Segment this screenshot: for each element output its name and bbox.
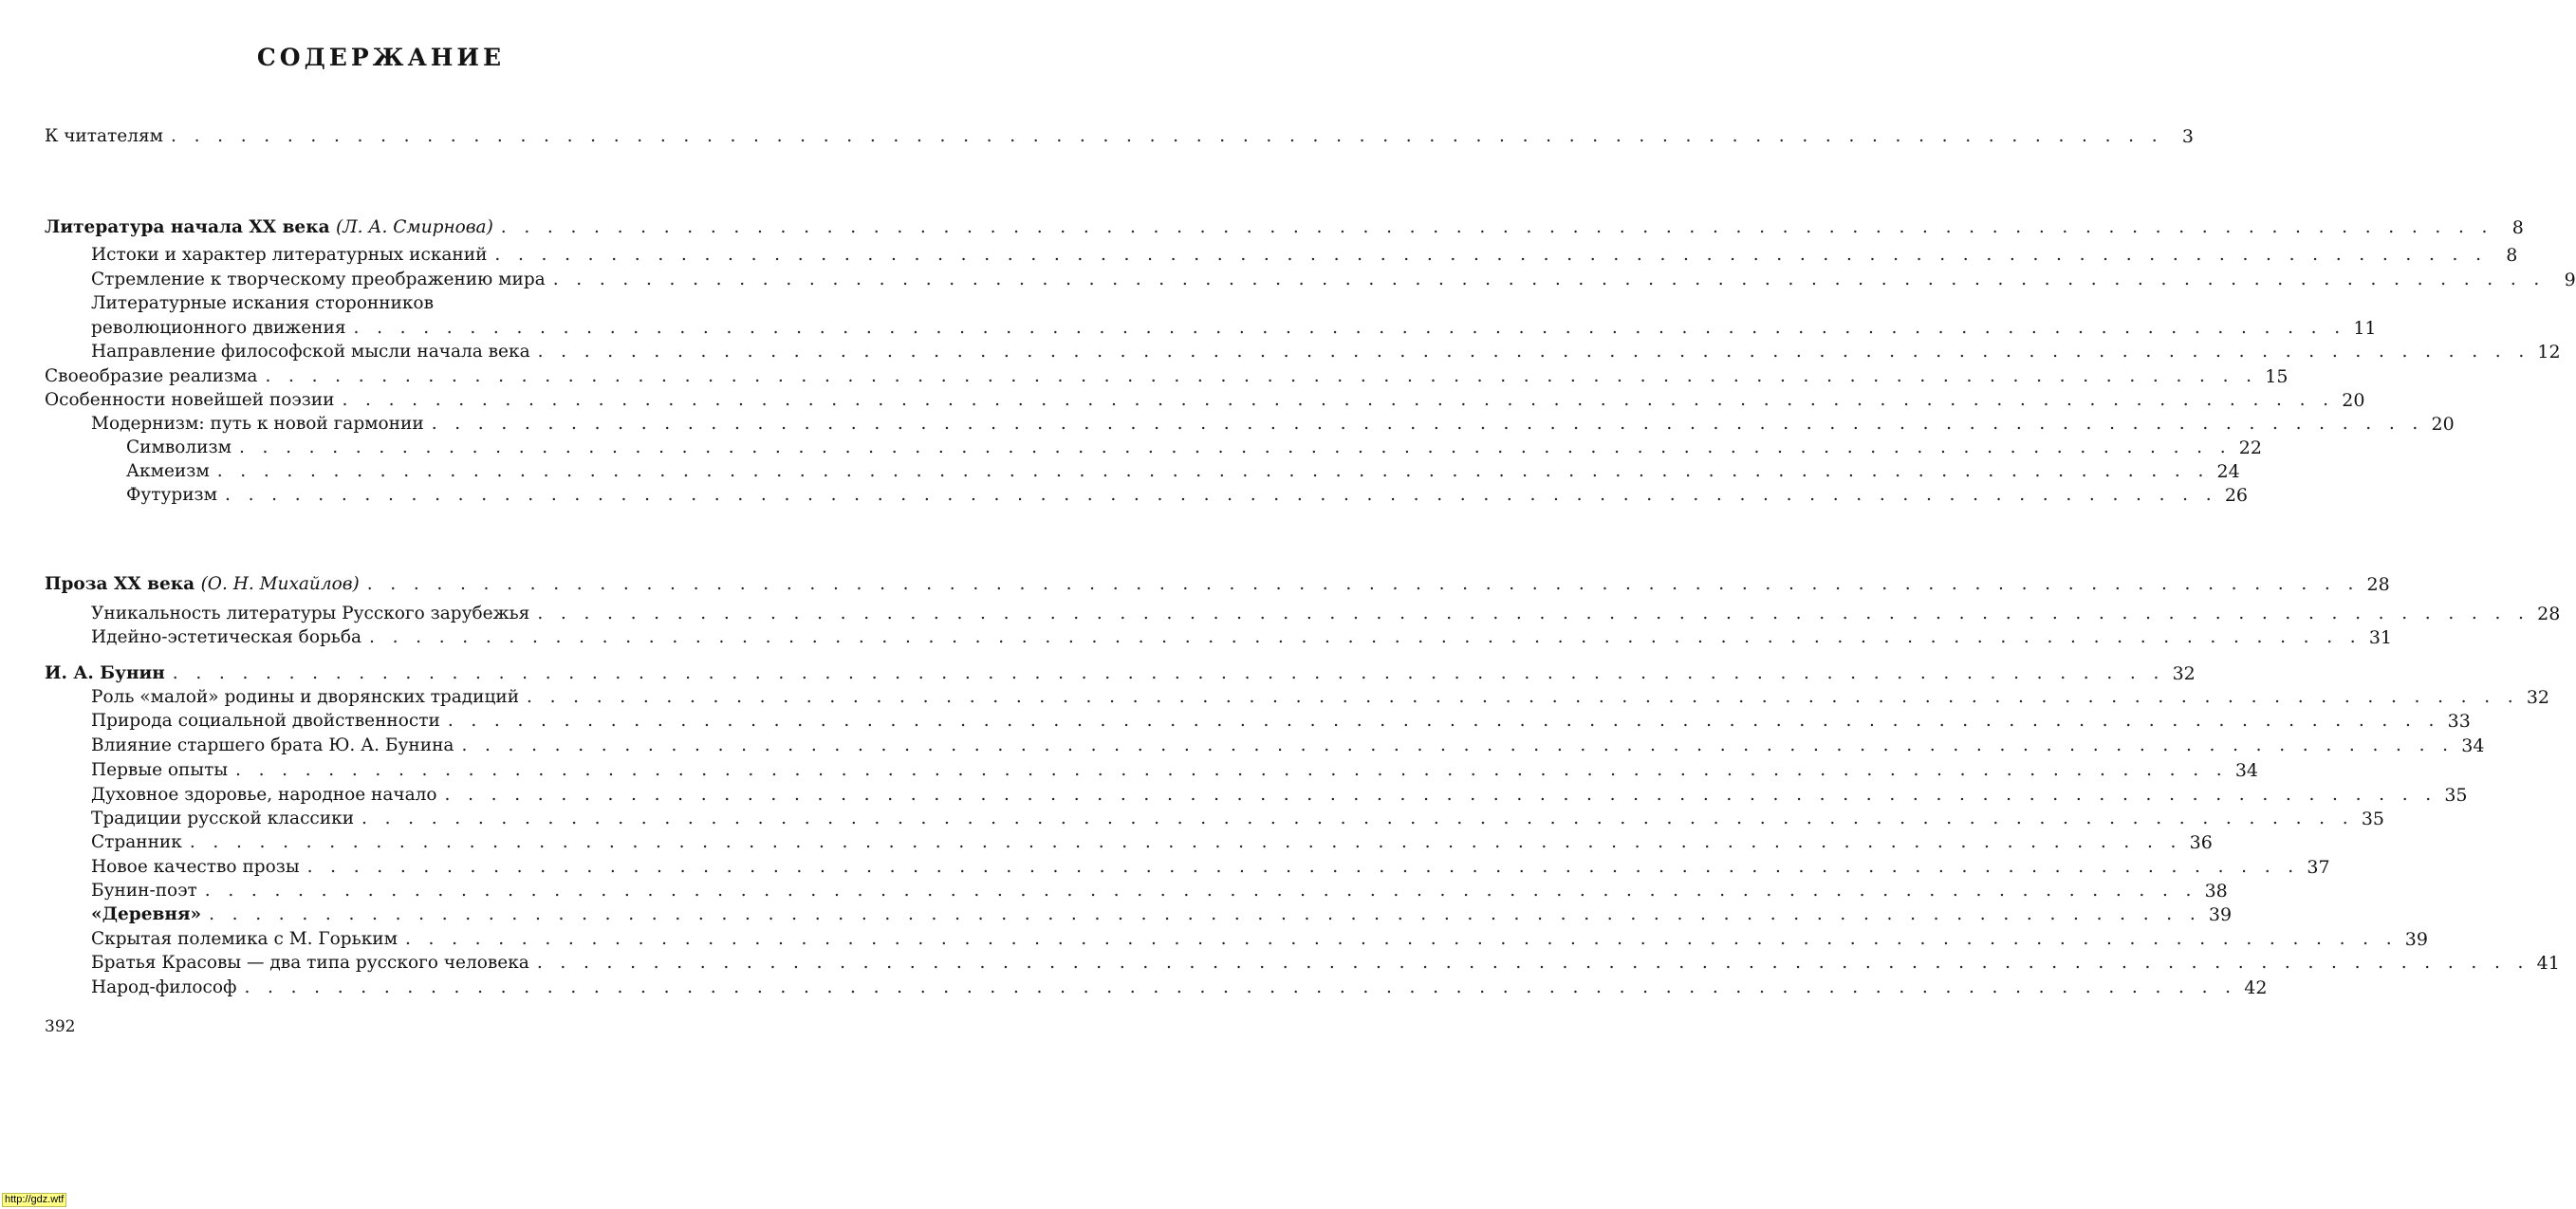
toc-entry[interactable] — [91, 974, 2268, 998]
dot-leader: . . . . . . . . . . . . . . . . . . . . . . . . . . . . . . . . . . . . . . . . . . . . . . . . . . . . . . . . . . . . . . . . . . . . . . . . . . . . . . . . . . . . . . — [306, 857, 2300, 877]
toc-entry-page: 28 — [2366, 574, 2390, 595]
dot-leader: . . . . . . . . . . . . . . . . . . . . . . . . . . . . . . . . . . . . . . . . . . . . . . . . . . . . . . . . . . . . . . . . . . . . . . . . . . . . . . . . . . . . . . — [494, 245, 2488, 265]
toc-entry-title: революционного движения — [91, 318, 346, 338]
toc-entry-title: Проза XX века — [45, 574, 195, 594]
toc-entry-page: 36 — [2189, 832, 2213, 853]
toc-entry[interactable] — [91, 707, 2471, 732]
toc-entry[interactable] — [45, 386, 2365, 411]
toc-entry-title: Традиции русской классики — [91, 809, 355, 828]
toc-entry-title: «Деревня» — [91, 904, 202, 924]
toc-entry[interactable] — [91, 781, 2468, 806]
dot-leader: . . . . . . . . . . . . . . . . . . . . . . . . . . . . . . . . . . . . . . . . . . . . . . . . . . . . . . . . . . . . . . . . . . . . . . . . . . . . . . . . . . . . . . — [527, 687, 2520, 707]
toc-entry[interactable] — [91, 901, 2233, 925]
toc-entry-title: Духовное здоровье, народное начало — [91, 785, 437, 805]
dot-leader: . . . . . . . . . . . . . . . . . . . . . . . . . . . . . . . . . . . . . . . . . . . . . . . . . . . . . . . . . . . . . . . . . . . . . . . . . . . . . . . . . . . . . . — [244, 977, 2237, 997]
toc-entry-page: 8 — [2506, 245, 2518, 266]
toc-entry-page: 8 — [2511, 217, 2524, 238]
toc-section-heading[interactable] — [45, 660, 2196, 684]
dot-leader: . . . . . . . . . . . . . . . . . . . . . . . . . . . . . . . . . . . . . . . . . . . . . . . . . . . . . . . . . . . . . . . . . . . . . . . . . . . . . . . . . . . . . . — [366, 574, 2360, 594]
toc-entry[interactable] — [91, 732, 2485, 756]
toc-entry[interactable] — [91, 683, 2550, 708]
toc-entry-page: 20 — [2342, 390, 2365, 411]
toc-entry-page: 39 — [2404, 929, 2428, 950]
toc-entry-page: 38 — [2204, 881, 2228, 902]
dot-leader: . . . . . . . . . . . . . . . . . . . . . . . . . . . . . . . . . . . . . . . . . . . . . . . . . . . . . . . . . . . . . . . . . . . . . . . . . . . . . . . . . . . . . . — [500, 217, 2493, 237]
toc-entry-page: 9 — [2564, 270, 2576, 290]
toc-entry-title: Стремление к творческому преображению мира — [91, 270, 546, 289]
dot-leader: . . . . . . . . . . . . . . . . . . . . . . . . . . . . . . . . . . . . . . . . . . . . . . . . . . . . . . . . . . . . . . . . . . . . . . . . . . . . . . . . . . . . . . — [405, 929, 2398, 949]
toc-entry[interactable] — [91, 805, 2385, 829]
toc-entry-title-line: Литературные искания сторонников — [91, 293, 434, 313]
page-number: 392 — [45, 1017, 76, 1036]
toc-entry-page: 20 — [2431, 414, 2455, 435]
toc-entry-page: 37 — [2307, 857, 2330, 878]
dot-leader: . . . . . . . . . . . . . . . . . . . . . . . . . . . . . . . . . . . . . . . . . . . . . . . . . . . . . . . . . . . . . . . . . . . . . . . . . . . . . . . . . . . . . . — [537, 342, 2530, 362]
toc-entry[interactable] — [91, 877, 2228, 902]
dot-leader: . . . . . . . . . . . . . . . . . . . . . . . . . . . . . . . . . . . . . . . . . . . . . . . . . . . . . . . . . . . . . . . . . . . . . . . . . . . . . . . . . . . . . . — [552, 270, 2546, 289]
toc-entry-page: 42 — [2244, 977, 2268, 998]
page-title: СОДЕРЖАНИЕ — [256, 44, 506, 71]
toc-entry-page: 24 — [2216, 461, 2240, 482]
toc-entry-title: Акмеизм — [126, 461, 210, 481]
dot-leader: . . . . . . . . . . . . . . . . . . . . . . . . . . . . . . . . . . . . . . . . . . . . . . . . . . . . . . . . . . . . . . . . . . . . . . . . . . . . . . . . . . . . . . — [342, 390, 2335, 410]
dot-leader: . . . . . . . . . . . . . . . . . . . . . . . . . . . . . . . . . . . . . . . . . . . . . . . . . . . . . . . . . . . . . . . . . . . . . . . . . . . . . . . . . . . . . . — [461, 735, 2455, 755]
toc-entry-title: Роль «малой» родины и дворянских традиций — [91, 687, 520, 707]
toc-entry[interactable] — [126, 481, 2248, 506]
toc-entry[interactable] — [91, 828, 2213, 853]
dot-leader: . . . . . . . . . . . . . . . . . . . . . . . . . . . . . . . . . . . . . . . . . . . . . . . . . . . . . . . . . . . . . . . . . . . . . . . . . . . . . . . . . . . . . . — [537, 604, 2530, 623]
dot-leader: . . . . . . . . . . . . . . . . . . . . . . . . . . . . . . . . . . . . . . . . . . . . . . . . . . . . . . . . . . . . . . . . . . . . . . . . . . . . . . . . . . . . . . — [536, 953, 2530, 973]
toc-entry[interactable] — [91, 949, 2560, 974]
toc-entry-page: 12 — [2537, 342, 2561, 363]
toc-entry-title: Направление философской мысли начала века — [91, 342, 530, 362]
toc-entry-title: Братья Красовы — два типа русского человека — [91, 953, 529, 973]
toc-entry-page: 34 — [2461, 735, 2485, 756]
dot-leader: . . . . . . . . . . . . . . . . . . . . . . . . . . . . . . . . . . . . . . . . . . . . . . . . . . . . . . . . . . . . . . . . . . . . . . . . . . . . . . . . . . . . . . — [209, 904, 2202, 924]
toc-entry-page: 41 — [2536, 953, 2560, 974]
toc-entry-page: 31 — [2368, 627, 2393, 648]
toc-entry[interactable] — [91, 314, 2377, 339]
toc-entry-title: Новое качество прозы — [91, 857, 300, 877]
dot-leader: . . . . . . . . . . . . . . . . . . . . . . . . . . . . . . . . . . . . . . . . . . . . . . . . . . . . . . . . . . . . . . . . . . . . . . . . . . . . . . . . . . . . . . — [239, 437, 2232, 457]
toc-entry-title: Истоки и характер литературных исканий — [91, 245, 488, 265]
toc-entry[interactable] — [91, 600, 2561, 624]
toc-entry[interactable] — [91, 266, 2576, 290]
toc-entry-page: 32 — [2172, 663, 2196, 684]
toc-entry-page: 39 — [2208, 904, 2233, 925]
toc-entry-page: 33 — [2447, 711, 2471, 732]
toc-entry-page: 35 — [2361, 809, 2385, 829]
toc-entry-title: Народ-философ — [91, 977, 237, 997]
toc-entry-page: 26 — [2224, 485, 2248, 506]
dot-leader: . . . . . . . . . . . . . . . . . . . . . . . . . . . . . . . . . . . . . . . . . . . . . . . . . . . . . . . . . . . . . . . . . . . . . . . . . . . . . . . . . . . . . . — [189, 832, 2182, 852]
toc-entry-page: 22 — [2238, 437, 2262, 458]
toc-entry-page: 15 — [2265, 366, 2289, 387]
toc-entry-title: К читателям — [45, 126, 164, 146]
dot-leader: . . . . . . . . . . . . . . . . . . . . . . . . . . . . . . . . . . . . . . . . . . . . . . . . . . . . . . . . . . . . . . . . . . . . . . . . . . . . . . . . . . . . . . — [265, 366, 2258, 386]
toc-entry-page: 34 — [2234, 760, 2259, 781]
dot-leader: . . . . . . . . . . . . . . . . . . . . . . . . . . . . . . . . . . . . . . . . . . . . . . . . . . . . . . . . . . . . . . . . . . . . . . . . . . . . . . . . . . . . . . — [225, 485, 2217, 505]
toc-entry-title: Своеобразие реализма — [45, 366, 258, 386]
dot-leader: . . . . . . . . . . . . . . . . . . . . . . . . . . . . . . . . . . . . . . . . . . . . . . . . . . . . . . . . . . . . . . . . . . . . . . . . . . . . . . . . . . . . . . — [216, 461, 2210, 481]
toc-entry-title: Бунин-поэт — [91, 881, 197, 901]
dot-leader: . . . . . . . . . . . . . . . . . . . . . . . . . . . . . . . . . . . . . . . . . . . . . . . . . . . . . . . . . . . . . . . . . . . . . . . . . . . . . . . . . . . . . . — [172, 663, 2165, 683]
toc-entry-title: И. А. Бунин — [45, 663, 165, 683]
toc-entry-title: Символизм — [126, 437, 232, 457]
dot-leader: . . . . . . . . . . . . . . . . . . . . . . . . . . . . . . . . . . . . . . . . . . . . . . . . . . . . . . . . . . . . . . . . . . . . . . . . . . . . . . . . . . . . . . — [235, 760, 2229, 780]
toc-entry[interactable] — [91, 338, 2561, 363]
toc-entry-title: Влияние старшего брата Ю. А. Бунина — [91, 735, 454, 755]
dot-leader: . . . . . . . . . . . . . . . . . . . . . . . . . . . . . . . . . . . . . . . . . . . . . . . . . . . . . . . . . . . . . . . . . . . . . . . . . . . . . . . . . . . . . . — [171, 126, 2164, 146]
toc-entry[interactable] — [91, 925, 2428, 950]
dot-leader: . . . . . . . . . . . . . . . . . . . . . . . . . . . . . . . . . . . . . . . . . . . . . . . . . . . . . . . . . . . . . . . . . . . . . . . . . . . . . . . . . . . . . . — [361, 809, 2355, 828]
toc-entry-title: Литература начала XX века — [45, 217, 330, 237]
toc-entry[interactable] — [91, 410, 2455, 435]
toc-entry-title: Странник — [91, 832, 182, 852]
watermark-link[interactable]: http://gdz.wtf — [2, 1193, 66, 1207]
toc-entry-title: Идейно-эстетическая борьба — [91, 627, 362, 647]
toc-section-heading[interactable] — [45, 570, 2390, 595]
dot-leader: . . . . . . . . . . . . . . . . . . . . . . . . . . . . . . . . . . . . . . . . . . . . . . . . . . . . . . . . . . . . . . . . . . . . . . . . . . . . . . . . . . . . . . — [204, 881, 2197, 901]
toc-entry[interactable] — [126, 434, 2262, 458]
toc-entry[interactable] — [91, 756, 2259, 781]
toc-entry-author: (О. Н. Михайлов) — [200, 574, 360, 594]
toc-entry-author: (Л. А. Смирнова) — [336, 217, 493, 237]
toc-entry[interactable] — [45, 122, 2195, 147]
toc-entry-page: 11 — [2353, 318, 2377, 339]
toc-section-heading[interactable] — [45, 214, 2524, 238]
toc-entry-title: Первые опыты — [91, 760, 229, 780]
dot-leader: . . . . . . . . . . . . . . . . . . . . . . . . . . . . . . . . . . . . . . . . . . . . . . . . . . . . . . . . . . . . . . . . . . . . . . . . . . . . . . . . . . . . . . — [369, 627, 2363, 647]
toc-entry[interactable] — [91, 623, 2393, 648]
toc-entry[interactable] — [91, 241, 2518, 266]
toc-entry-page: 28 — [2537, 604, 2561, 624]
toc-entry-page: 3 — [2181, 126, 2195, 147]
toc-entry-title: Природа социальной двойственности — [91, 711, 440, 731]
dot-leader: . . . . . . . . . . . . . . . . . . . . . . . . . . . . . . . . . . . . . . . . . . . . . . . . . . . . . . . . . . . . . . . . . . . . . . . . . . . . . . . . . . . . . . — [444, 785, 2437, 805]
toc-entry-title: Модернизм: путь к новой гармонии — [91, 414, 424, 434]
toc-entry[interactable] — [45, 363, 2289, 387]
dot-leader: . . . . . . . . . . . . . . . . . . . . . . . . . . . . . . . . . . . . . . . . . . . . . . . . . . . . . . . . . . . . . . . . . . . . . . . . . . . . . . . . . . . . . . — [447, 711, 2440, 731]
toc-entry-page: 35 — [2444, 785, 2468, 806]
toc-entry[interactable] — [91, 853, 2330, 878]
toc-entry-title: Скрытая полемика с М. Горьким — [91, 929, 398, 949]
toc-entry-title: Особенности новейшей поэзии — [45, 390, 335, 410]
toc-entry-title: Футуризм — [126, 485, 218, 505]
dot-leader: . . . . . . . . . . . . . . . . . . . . . . . . . . . . . . . . . . . . . . . . . . . . . . . . . . . . . . . . . . . . . . . . . . . . . . . . . . . . . . . . . . . . . . — [353, 318, 2346, 338]
toc-entry-title: Уникальность литературы Русского зарубежья — [91, 604, 530, 623]
toc-entry[interactable] — [126, 457, 2240, 482]
dot-leader: . . . . . . . . . . . . . . . . . . . . . . . . . . . . . . . . . . . . . . . . . . . . . . . . . . . . . . . . . . . . . . . . . . . . . . . . . . . . . . . . . . . . . . — [431, 414, 2424, 434]
toc-entry-page: 32 — [2526, 687, 2550, 708]
